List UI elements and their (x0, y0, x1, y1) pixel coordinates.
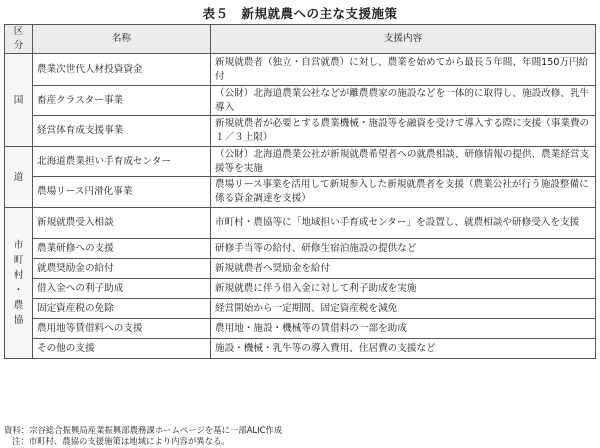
table-row (5, 86, 596, 116)
category-char: 国 (13, 94, 24, 106)
program-name: 農業次世代人材投資資金 (33, 54, 211, 86)
program-name: 農場リース円滑化事業 (33, 177, 211, 208)
header-content: 支援内容 (211, 25, 596, 54)
program-content: 経営開始から一定期間、固定資産税を減免 (211, 299, 596, 319)
program-content: 新規就農者が必要とする農業機械・施設等を融資を受けて導入する際に支援（事業費の１／３上限） (211, 116, 596, 147)
support-policy-table (4, 24, 596, 359)
program-content: 農用地・施設・機械等の賃借料の一部を助成 (211, 319, 596, 339)
category-char: 協 (13, 315, 24, 326)
program-name: 農用地等賃借料への支援 (33, 319, 211, 339)
source-note: 資料：宗谷総合振興局産業振興部農務課ホームページを基に一部ALIC作成 (4, 425, 283, 435)
notes (4, 425, 596, 446)
table-row (5, 54, 596, 86)
program-content: （公財）北海道農業公社などが離農農家の施設などを一体的に取得し、施設改修、乳牛導入 (211, 86, 596, 116)
program-content: （公財）北海道農業公社が新規就農希望者への就農相談、研修情報の提供、農業経営支援等を実施 (211, 147, 596, 177)
header-category: 区分 (5, 25, 33, 54)
header-name: 名称 (33, 25, 211, 54)
program-name: 畜産クラスター事業 (33, 86, 211, 116)
program-content: 農場リース事業を活用して新規参入した新規就農者を支援（農業公社が行う施設整備に係る資金調達を支援） (211, 177, 596, 208)
program-content: 市町村・農協等に「地域担い手育成センター」を設置し、就農相談や研修受入を支援 (211, 208, 596, 239)
program-name: 新規就農受入相談 (33, 208, 211, 239)
program-content: 新規就農に伴う借入金に対して利子助成を実施 (211, 279, 596, 299)
footnote: 注：市町村、農協の支援施策は地域により内容が異なる。 (12, 435, 230, 446)
table-row (5, 116, 596, 147)
table-row (5, 177, 596, 208)
category-char: ・ (13, 285, 24, 296)
program-name: 北海道農業担い手育成センター (33, 147, 211, 177)
category-char: 町 (13, 255, 24, 266)
category-cell (5, 147, 33, 208)
category-cell (5, 54, 33, 147)
program-name: 就農奨励金の給付 (33, 259, 211, 279)
category-char: 市 (13, 240, 24, 251)
program-name: 借入金への利子助成 (33, 279, 211, 299)
program-name: 固定資産税の免除 (33, 299, 211, 319)
category-char: 村 (13, 270, 24, 281)
table-row (5, 279, 596, 299)
category-cell (5, 208, 33, 359)
table-row (5, 319, 596, 339)
category-char: 道 (13, 171, 24, 183)
table-body (5, 54, 596, 359)
table-row (5, 299, 596, 319)
table-row (5, 339, 596, 359)
program-name: その他の支援 (33, 339, 211, 359)
table-row (5, 208, 596, 239)
program-content: 新規就農者へ奨励金を給付 (211, 259, 596, 279)
category-char: 農 (13, 300, 24, 311)
table-row (5, 259, 596, 279)
header-row (5, 25, 596, 54)
table-row (5, 147, 596, 177)
program-name: 経営体育成支援事業 (33, 116, 211, 147)
table-title: 表５ 新規就農への主な支援施策 (202, 6, 398, 21)
program-content: 研修手当等の給付、研修生宿泊施設の提供など (211, 239, 596, 259)
program-name: 農業研修への支援 (33, 239, 211, 259)
table-row (5, 239, 596, 259)
program-content: 新規就農者（独立・自営就農）に対し、農業を始めてから最長５年間、年間150万円給付 (211, 54, 596, 86)
program-content: 施設・機械・乳牛等の導入費用、住居費の支援など (211, 339, 596, 359)
